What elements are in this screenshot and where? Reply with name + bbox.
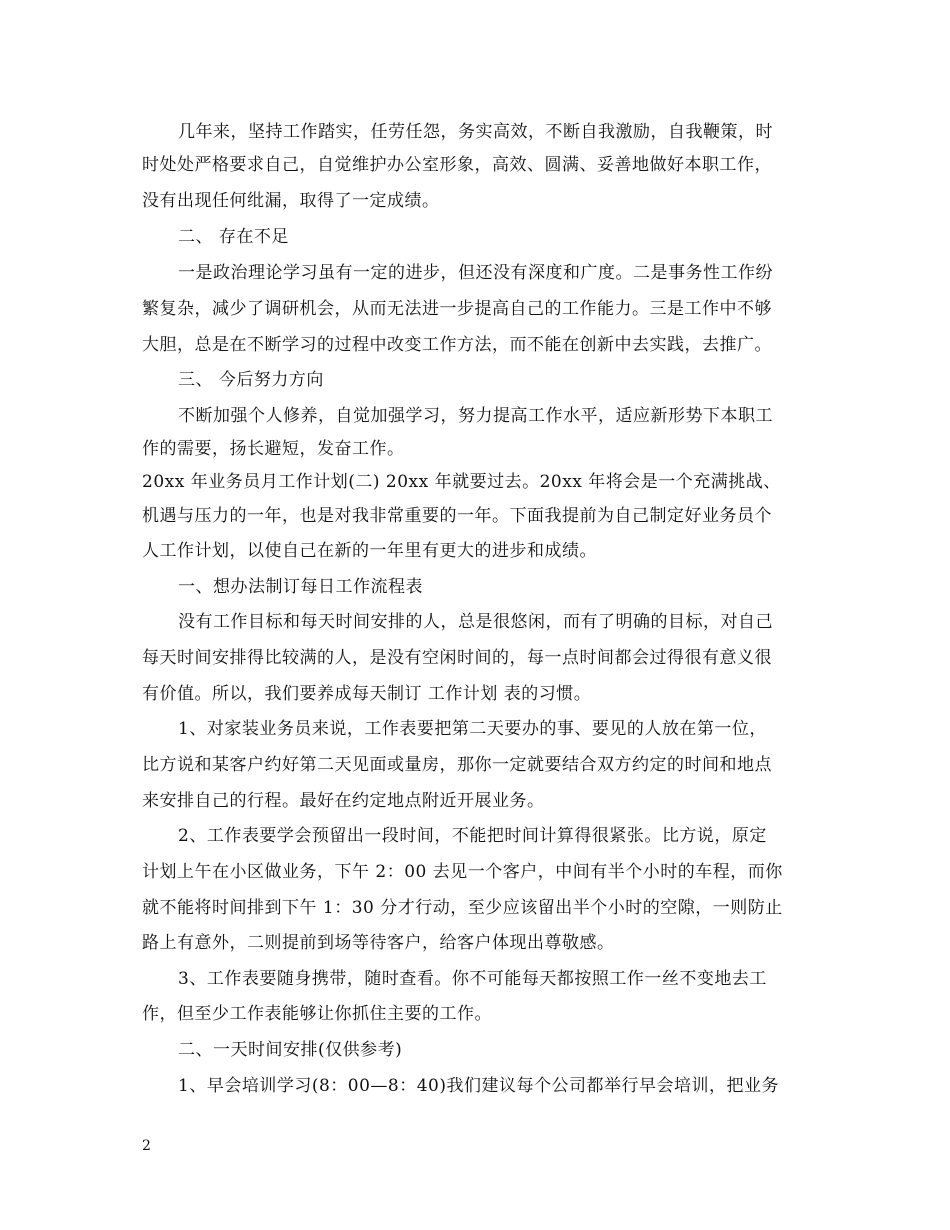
section-heading: 二、 存在不足 <box>178 227 289 247</box>
section-heading: 一、想办法制订每日工作流程表 <box>178 577 423 597</box>
text-line: 一是政治理论学习虽有一定的进步，但还没有深度和广度。二是事务性工作纷 <box>178 263 773 283</box>
text-line: 每天时间安排得比较满的人，是没有空闲时间的，每一点时间都会过得很有意义很 <box>142 648 772 668</box>
section-heading: 三、 今后努力方向 <box>178 370 324 390</box>
page-number: 2 <box>142 1138 151 1154</box>
text-line: 路上有意外，二则提前到场等待客户，给客户体现出尊敬感。 <box>142 933 615 953</box>
text-line: 有价值。所以，我们要养成每天制订 工作计划 表的习惯。 <box>142 684 592 704</box>
text-line: 比方说和某客户约好第二天见面或量房，那你一定就要结合双方约定的时间和地点 <box>142 755 772 775</box>
text-line: 3、工作表要随身携带，随时查看。你不可能每天都按照工作一丝不变地去工 <box>178 969 767 989</box>
text-line: 20xx 年业务员月工作计划(二) 20xx 年就要过去。20xx 年将会是一个充满挑战、 <box>142 472 781 492</box>
text-line: 作的需要，扬长避短，发奋工作。 <box>142 439 405 459</box>
text-line: 2、工作表要学会预留出一段时间，不能把时间计算得很紧张。比方说，原定 <box>178 826 767 846</box>
text-line: 来安排自己的行程。最好在约定地点附近开展业务。 <box>142 791 545 811</box>
text-line: 时处处严格要求自己，自觉维护办公室形象，高效、圆满、妥善地做好本职工作， <box>142 155 772 175</box>
text-line: 1、早会培训学习(8：00—8：40)我们建议每个公司都举行早会培训，把业务 <box>178 1076 779 1096</box>
text-line: 几年来，坚持工作踏实，任劳任怨，务实高效，不断自我激励，自我鞭策，时 <box>178 122 773 142</box>
text-line: 不断加强个人修养，自觉加强学习，努力提高工作水平，适应新形势下本职工 <box>178 406 773 426</box>
text-line: 机遇与压力的一年，也是对我非常重要的一年。下面我提前为自己制定好业务员个 <box>142 506 772 526</box>
text-line: 1、对家装业务员来说，工作表要把第二天要办的事、要见的人放在第一位， <box>178 719 767 739</box>
text-line: 就不能将时间排到下午 1：30 分才行动，至少应该留出半个小时的空隙，一则防止 <box>142 898 783 918</box>
text-line: 大胆，总是在不断学习的过程中改变工作方法，而不能在创新中去实践，去推广。 <box>142 335 772 355</box>
text-line: 计划上午在小区做业务，下午 2：00 去见一个客户，中间有半个小时的车程，而你 <box>142 862 783 882</box>
text-line: 没有出现任何纰漏，取得了一定成绩。 <box>142 191 440 211</box>
text-line: 人工作计划，以使自己在新的一年里有更大的进步和成绩。 <box>142 541 597 561</box>
text-line: 没有工作目标和每天时间安排的人，总是很悠闲，而有了明确的目标，对自己 <box>178 612 773 632</box>
text-line: 繁复杂，减少了调研机会，从而无法进一步提高自己的工作能力。三是工作中不够 <box>142 299 772 319</box>
text-line: 作，但至少工作表能够让你抓住主要的工作。 <box>142 1004 492 1024</box>
section-heading: 二、一天时间安排(仅供参考) <box>178 1040 403 1060</box>
